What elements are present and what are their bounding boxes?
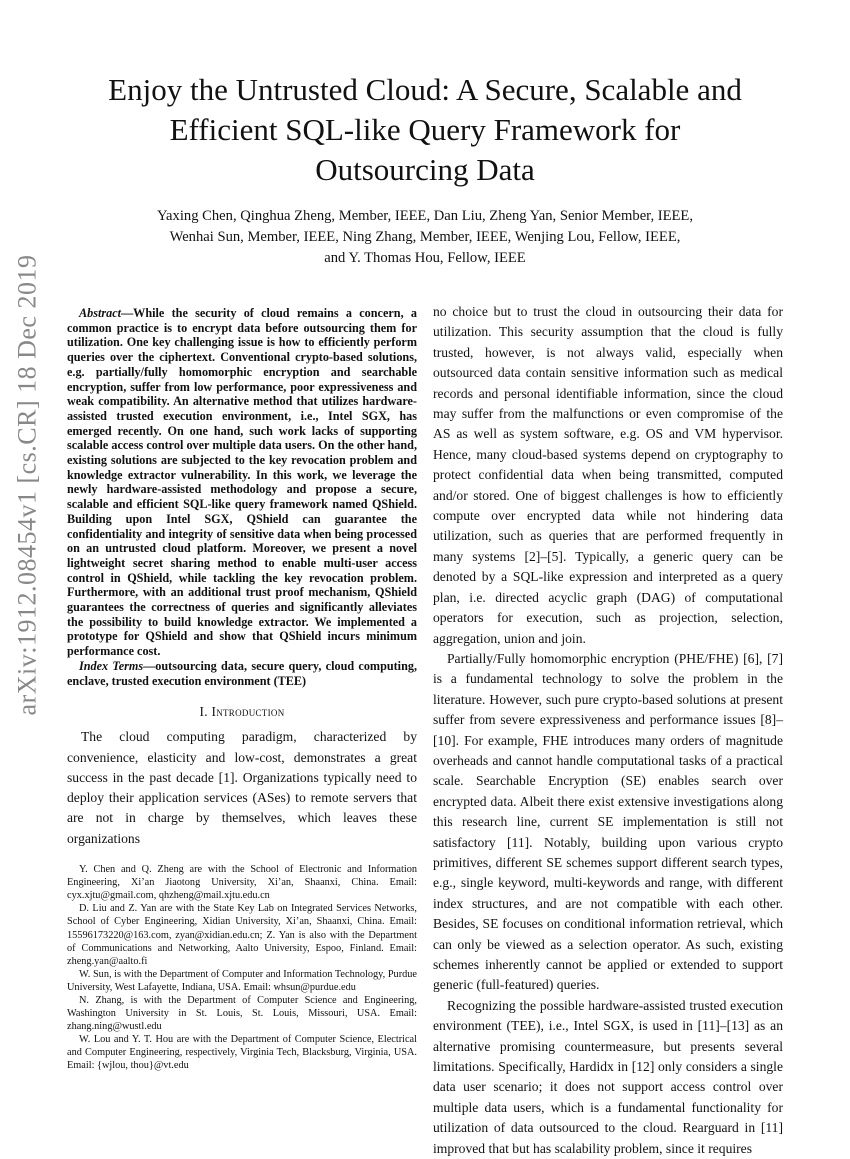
arxiv-identifier: arXiv:1912.08454v1 [cs.CR] 18 Dec 2019: [12, 254, 41, 716]
author-line: and Y. Thomas Hou, Fellow, IEEE: [324, 250, 526, 266]
paper-title: [60, 70, 790, 190]
abstract-text: —While the security of cloud remains a concern, a common practice is to encrypt data before outsourcing them for utilization. One key challenging issue is how to efficiently perform queries over the ciphertext. Conventional crypto-based solutions, e.g. partially/fully homomorphic encryption and searchable encryption, suffer from low performance, poor expressiveness and weak compatibility. An alternative method that utilizes hardware-assisted trusted execution environment, i.e., Intel SGX, has emerged recently. On one hand, such work lacks of supporting scalable access control over multiple data users. On the other hand, existing solutions are subjected to the key revocation problem and knowledge extractor vulnerability. In this work, we leverage the newly hardware-assisted methodology and propose a secure, scalable and efficient SQL-like query framework named QShield. Building upon Intel SGX, QShield can guarantee the confidentiality and integrity of sensitive data when being processed on an untrusted cloud platform. Moreover, we present a novel lightweight secret sharing method to enable multi-user access control in QShield, while tackling the key revocation problem. Furthermore, with an additional trust proof mechanism, QShield guarantees the correctness of queries and significantly alleviates the possibility to build knowledge extractor. We implemented a prototype for QShield and show that QShield incurs minimum performance cost.: [67, 306, 417, 659]
section-heading-introduction: I. Introduction: [199, 704, 285, 720]
footnote: W. Sun, is with the Department of Computer and Information Technology, Purdue University, West Lafayette, Indiana, USA. Email: whsun@purdue.edu: [67, 968, 417, 993]
index-terms: [67, 659, 417, 688]
left-column: [67, 306, 417, 1073]
title-line: Enjoy the Untrusted Cloud: A Secure, Scalable and: [108, 72, 742, 107]
body-paragraph: no choice but to trust the cloud in outsourcing their data for utilization. This security assumption that the cloud is fully trusted, however, is not always valid, especially when outsourced data contain sensitive information such as medical records and personal identifiable information, since the cloud may suffer from the malfunctions or even compromise of the AS as well as system software, e.g. OS and VM hypervisor. Hence, many cloud-based systems depend on cryptography to protect confidential data when being transmitted, computed and/or stored. One of biggest challenges is how to efficiently compute over encrypted data while not hindering data utilization, such as queries that are performed frequently in many systems [2]–[5]. Typically, a generic query can be denoted by a SQL-like expression and interpreted as a query plan, i.e. directed acyclic graph (DAG) of computational operators for execution, such as projection, selection, aggregation, union and join.: [433, 304, 783, 646]
author-footnotes: [67, 863, 417, 1073]
abstract: [67, 306, 417, 659]
footnote: Y. Chen and Q. Zheng are with the School of Electronic and Information Engineering, Xi’an Jiaotong University, Xi’an, Shaanxi, China. Email: cyx.xjtu@gmail.com, qhzheng@mail.xjtu.edu.cn: [67, 864, 417, 902]
author-line: Wenhai Sun, Member, IEEE, Ning Zhang, Member, IEEE, Wenjing Lou, Fellow, IEEE,: [169, 229, 681, 245]
title-line: Outsourcing Data: [315, 152, 535, 187]
footnote: N. Zhang, is with the Department of Computer Science and Engineering, Washington University in St. Louis, St. Louis, Missouri, USA. Email: zhang.ning@wustl.edu: [67, 995, 417, 1033]
arxiv-side-label: [2, 254, 52, 716]
abstract-lead: Abstract: [79, 306, 121, 320]
footnote: D. Liu and Z. Yan are with the State Key Lab on Integrated Services Networks, School of Cyber Engineering, Xidian University, Xi’an, Shaanxi, China. Email: 15596173220@163.com, zyan@xidian.edu.cn; Z. Yan is also with the Department of Communications and Networking, Aalto University, Espoo, Finland. Email: zheng.yan@aalto.fi: [67, 903, 417, 967]
title-line: Efficient SQL-like Query Framework for: [169, 112, 681, 147]
footnote: W. Lou and Y. T. Hou are with the Department of Computer Science, Electrical and Computer Engineering, respectively, Virginia Tech, Blacksburg, Virginia, USA. Email: {wjlou, thou}@vt.edu: [67, 1034, 417, 1072]
intro-paragraph: The cloud computing paradigm, characterized by convenience, elasticity and low-cost, demonstrates a great success in the past decade [1]. Organizations typically need to deploy their application services (ASes) to remote servers that are not in charge by themselves, which leaves these organizations: [67, 729, 417, 846]
index-terms-text: —outsourcing data, secure query, cloud computing, enclave, trusted execution environment (TEE): [67, 658, 417, 688]
author-list: [100, 206, 750, 269]
body-paragraph: Recognizing the possible hardware-assisted trusted execution environment (TEE), i.e., Intel SGX, is used in [11]–[13] as an alternative promising countermeasure, but presents several limitations. Specifically, Hardidx in [12] only considers a single data user scenario; it does not support access control over multiple data users, which is a fundamental functionality for utilization of data outsourced to the cloud. Rearguard in [11] improved that but has scalability problem, since it requires: [433, 997, 783, 1156]
body-paragraph: Partially/Fully homomorphic encryption (PHE/FHE) [6], [7] is a fundamental technology to solve the problem in the literature. However, such pure crypto-based solutions at present suffer from severe expressiveness and performance issues [8]–[10]. For example, FHE introduces many orders of magnitude overheads and cannot handle computational tasks of a practical scale. Searchable Encryption (SE) enables search over encrypted data. Albeit there exist extensive investigations along this research line, current SE implementation is still not satisfactory [11]. Notably, building upon various crypto primitives, different SE schemes support different search types, e.g., single keyword, multi-keywords and range, with different index structures, and are not compatible with each other. Besides, SE focuses on conditional information retrieval, which can only be viewed as a selection operator. As such, existing schemes inherently cannot be applied or extended to support generic (full-featured) queries.: [433, 650, 783, 993]
index-terms-lead: Index Terms: [79, 658, 144, 673]
author-line: Yaxing Chen, Qinghua Zheng, Member, IEEE, Dan Liu, Zheng Yan, Senior Member, IEEE,: [156, 208, 693, 224]
right-column: [433, 302, 783, 1159]
